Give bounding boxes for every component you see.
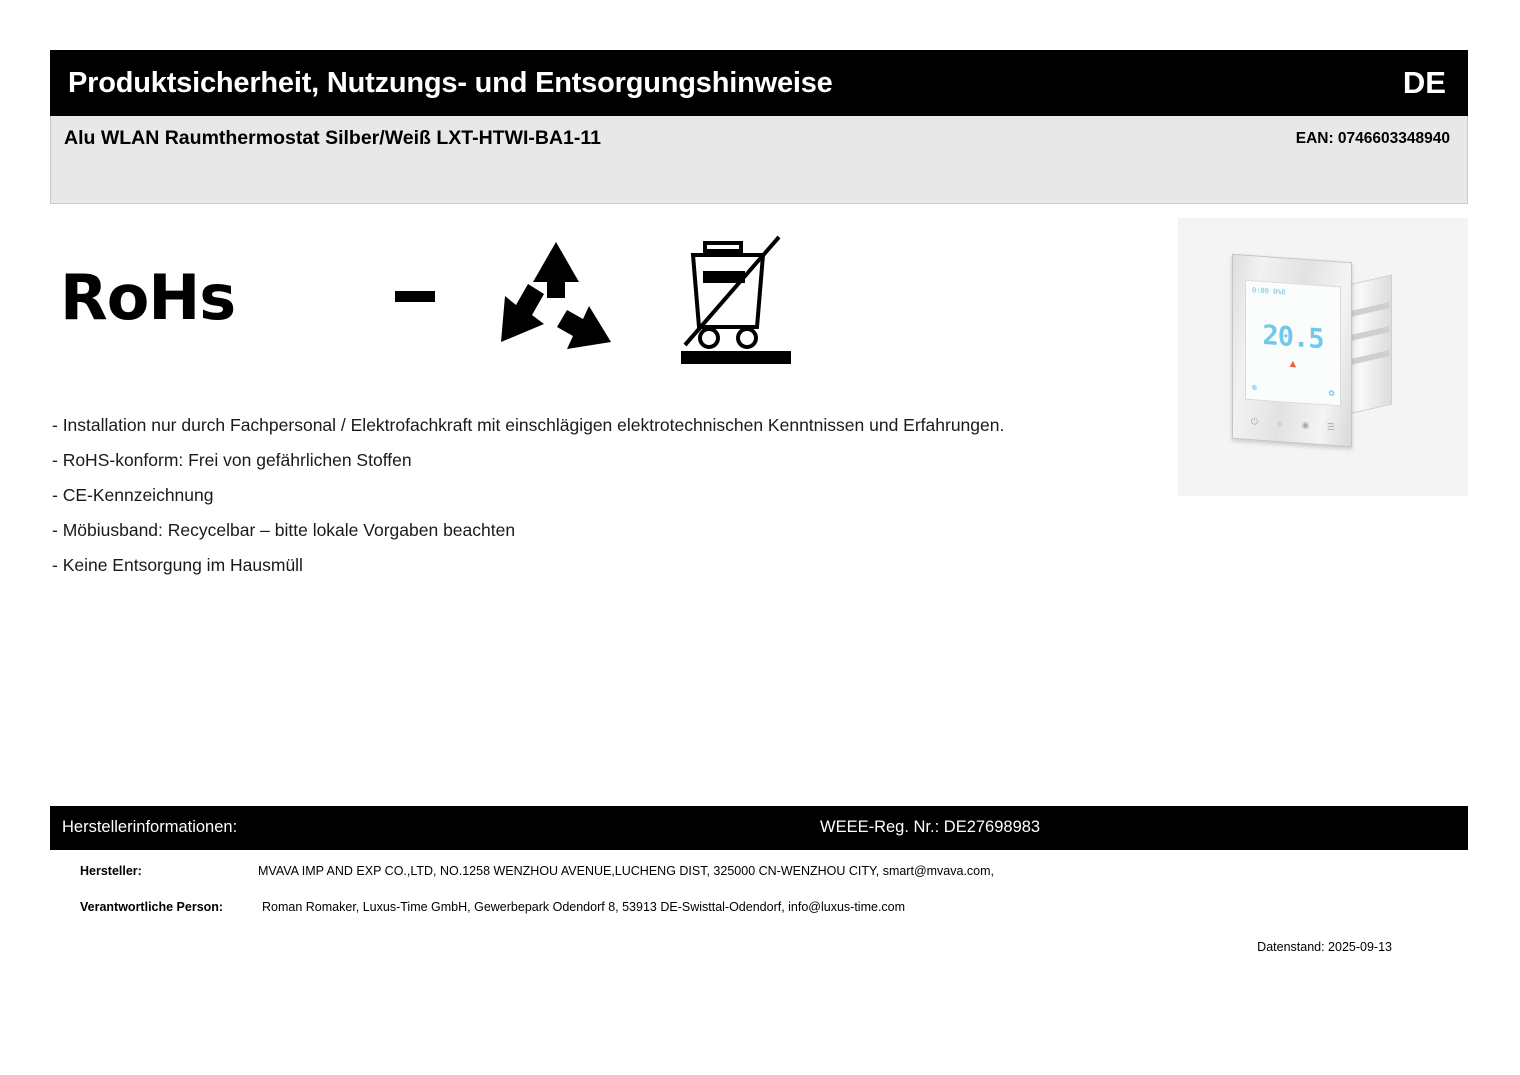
display-heat-icon: ▲ [1287, 357, 1299, 371]
power-icon: ⏻ [1251, 416, 1259, 427]
list-item: - RoHS-konform: Frei von gefährlichen Stoffen [52, 450, 412, 470]
responsible-person-row [50, 894, 1468, 930]
compliance-symbols [60, 218, 794, 378]
manufacturer-row [50, 858, 1468, 894]
language-badge: DE [1402, 65, 1446, 100]
datestamp: Datenstand: 2025-09-13 [1257, 940, 1392, 954]
safety-notice-list [52, 408, 1122, 583]
document-header [50, 50, 1468, 116]
page-title: Produktsicherheit, Nutzungs- und Entsorgungshinweise [68, 66, 833, 99]
manufacturer-label: Hersteller: [80, 864, 142, 878]
thermostat-display [1245, 280, 1341, 407]
rohs-icon: RoHs [60, 261, 236, 334]
clock-icon: ◉ [1301, 419, 1310, 431]
menu-icon: ☰ [1326, 421, 1335, 433]
product-name: Alu WLAN Raumthermostat Silber/Weiß LXT-HTWI-BA1-11 [64, 127, 602, 149]
thermostat-illustration [1226, 248, 1426, 468]
thermostat-touch-buttons [1251, 416, 1335, 433]
display-temperature: 20.5 [1262, 319, 1324, 356]
product-ean: EAN: 0746603348940 [1295, 130, 1450, 147]
responsible-person-value: Roman Romaker, Luxus-Time GmbH, Gewerbepark Odendorf 8, 53913 DE-Swisttal-Odendorf, info@luxus-time.com [262, 900, 906, 914]
mode-icon: ☼ [1275, 417, 1284, 429]
weee-crossed-bin-icon [679, 223, 794, 373]
manufacturer-info-label: Herstellerinformationen: [62, 818, 238, 836]
product-image [1178, 218, 1468, 496]
list-item: - Möbiusband: Recycelbar – bitte lokale Vorgaben beachten [52, 520, 516, 540]
product-subheader [50, 116, 1468, 204]
display-bottom-icons [1251, 383, 1335, 398]
ce-mark-icon [291, 246, 441, 351]
weee-registration-number: WEEE-Reg. Nr.: DE27698983 [820, 818, 1041, 836]
recycling-moebius-icon [491, 238, 621, 358]
thermostat-front-panel [1232, 254, 1352, 447]
manufacturer-value: MVAVA IMP AND EXP CO.,LTD, NO.1258 WENZHOU AVENUE,LUCHENG DIST, 325000 CN-WENZHOU CITY, smart@mvava.com, [258, 864, 995, 878]
display-top-readout: 0:00 0%0 [1252, 286, 1286, 297]
manufacturer-details [50, 858, 1468, 954]
list-item: - Installation nur durch Fachpersonal / Elektrofachkraft mit einschlägigen elektrotechnischen Kenntnissen und Erfahrungen. [52, 415, 1005, 435]
manufacturer-info-bar [50, 806, 1468, 850]
display-flower-icon: ✿ [1328, 388, 1335, 399]
display-snowflake-icon: ❄ [1251, 383, 1258, 393]
responsible-person-label: Verantwortliche Person: [80, 900, 224, 914]
list-item: - Keine Entsorgung im Hausmüll [52, 555, 303, 575]
list-item: - CE-Kennzeichnung [52, 485, 214, 505]
